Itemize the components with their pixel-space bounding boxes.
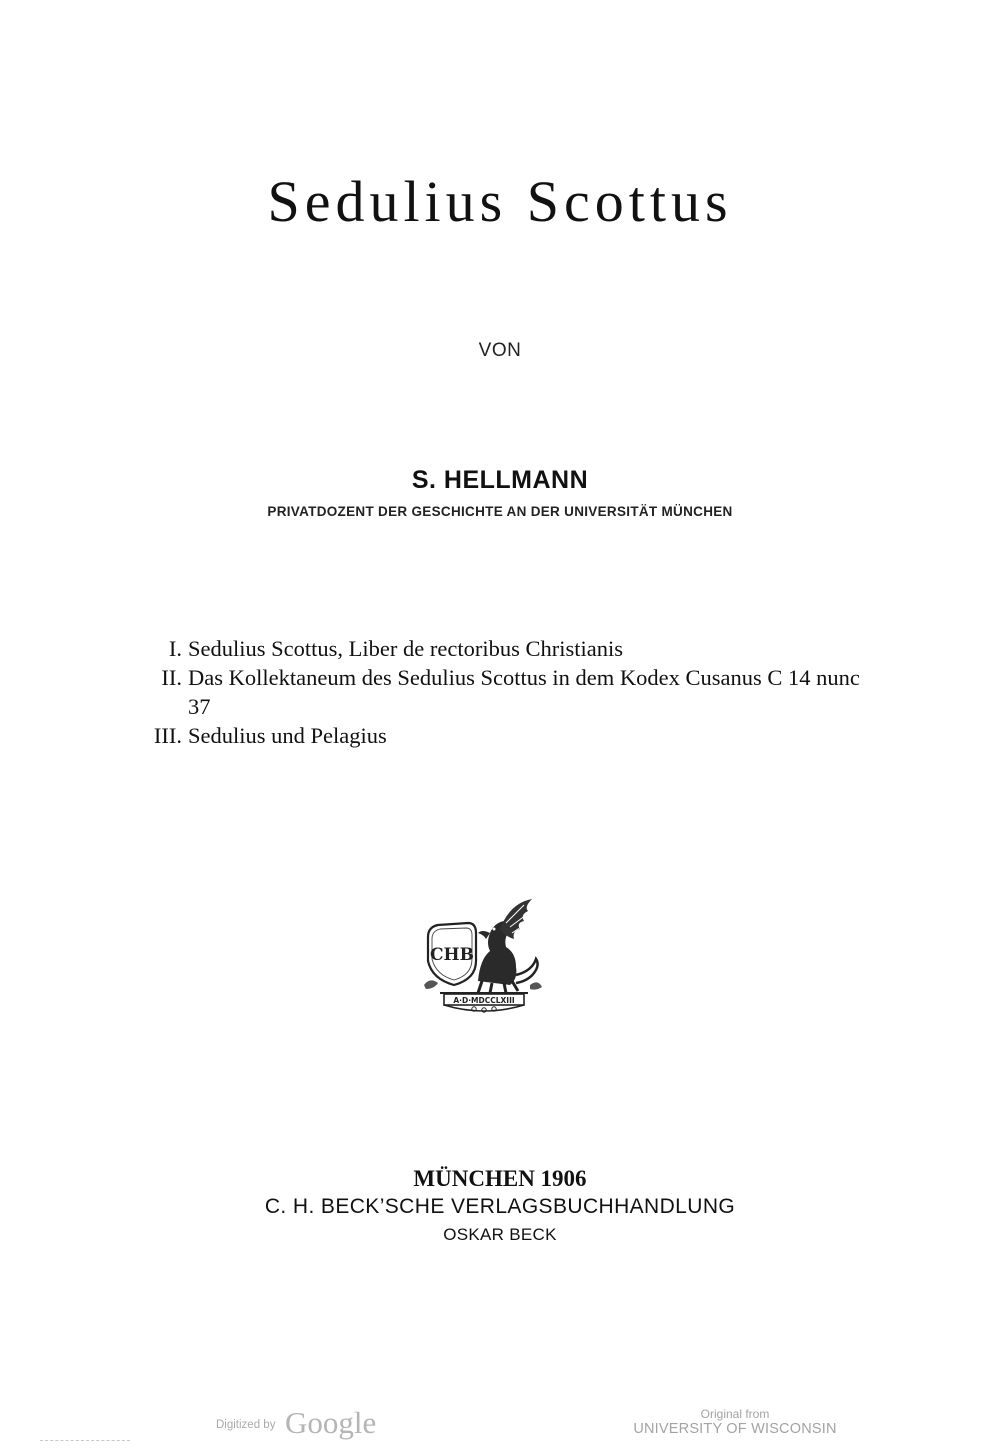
contents-list <box>140 634 860 750</box>
contents-item <box>140 663 860 721</box>
by-label: VON <box>478 340 522 361</box>
contents-item-text: Sedulius Scottus, Liber de rectoribus Christianis <box>188 636 623 661</box>
contents-item-text: Sedulius und Pelagius <box>188 723 387 748</box>
contents-item-number: II. <box>161 665 182 690</box>
scan-artifact-divider <box>40 1440 130 1444</box>
contents-item-text: Das Kollektaneum des Sedulius Scottus in dem Kodex Cusanus C 14 nunc 37 <box>188 665 860 719</box>
contents-item-number: I. <box>168 636 182 661</box>
publisher-mark-svg <box>420 893 544 1015</box>
original-label: Original from <box>700 1407 770 1421</box>
institution-name: UNIVERSITY OF WISCONSIN <box>633 1421 837 1437</box>
digitized-label: Digitized by <box>216 1419 276 1431</box>
imprint-publisher: C. H. BECK’SCHE VERLAGSBUCHHANDLUNG <box>264 1195 736 1218</box>
imprint-place-year: MÜNCHEN 1906 <box>413 1166 587 1191</box>
griffin-shield-emblem-icon <box>420 893 544 1015</box>
imprint-owner: OSKAR BECK <box>443 1225 557 1244</box>
google-logo-text: Google <box>285 1405 377 1440</box>
author-affiliation: PRIVATDOZENT DER GESCHICHTE AN DER UNIVERSITÄT MÜNCHEN <box>267 504 733 519</box>
author-name: S. HELLMANN <box>411 466 589 494</box>
contents-item <box>140 634 860 663</box>
book-title: Sedulius Scottus <box>267 169 733 234</box>
digitized-by-watermark <box>216 1405 436 1445</box>
contents-item <box>140 721 860 750</box>
original-from-watermark <box>600 1407 870 1437</box>
svg-text:CHB: CHB <box>430 945 474 965</box>
contents-item-number: III. <box>153 723 182 748</box>
svg-text:A·D·MDCCLXIII: A·D·MDCCLXIII <box>453 996 515 1005</box>
